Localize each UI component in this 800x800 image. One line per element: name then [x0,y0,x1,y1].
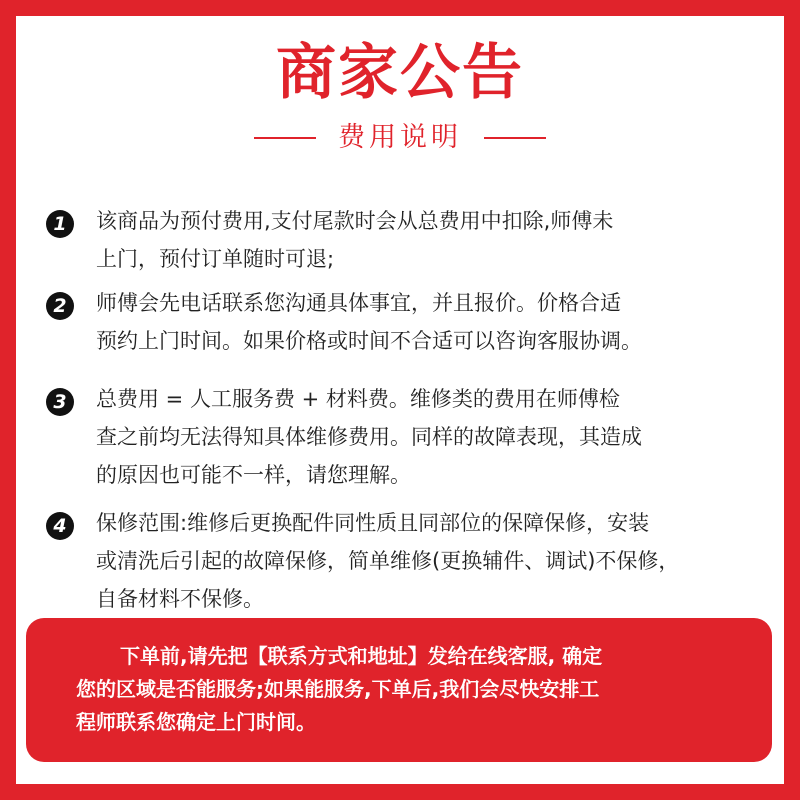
item-4-line-1: 保修范围:维修后更换配件同性质且同部位的保障保修，安装 [96,511,650,535]
subtitle-row [16,120,784,156]
item-4-line-2: 或清洗后引起的故障保修，简单维修(更换辅件、调试)不保修， [96,549,680,573]
item-3-line-2: 查之前均无法得知具体维修费用。同样的故障表现，其造成 [96,425,642,449]
notice-line-3: 程师联系您确定上门时间。 [76,710,316,734]
number-4-icon: 4 [46,512,74,540]
item-3-line-3: 的原因也可能不一样，请您理解。 [96,463,411,487]
item-4-line-3: 自备材料不保修。 [96,587,264,611]
item-3-text [96,380,766,494]
notice-line-2: 您的区域是否能服务;如果能服务,下单后,我们会尽快安排工 [76,677,600,701]
subtitle: 费用说明 [338,122,462,153]
item-1-text [96,202,766,278]
number-1-icon: 1 [46,210,74,238]
subtitle-left-divider [254,137,316,139]
subtitle-right-divider [484,137,546,139]
item-2-line-1: 师傅会先电话联系您沟通具体事宜，并且报价。价格合适 [96,291,621,315]
notice-line-1: 下单前,请先把【联系方式和地址】发给在线客服, 确定 [120,644,603,668]
page-title: 商家公告 [276,38,524,108]
item-2-line-2: 预约上门时间。如果价格或时间不合适可以咨询客服协调。 [96,329,642,353]
number-2-icon: 2 [46,292,74,320]
item-4-text [96,504,766,618]
item-3-line-1: 总费用 = 人工服务费 + 材料费。维修类的费用在师傅检 [96,387,620,411]
order-notice-box [26,618,772,762]
order-notice-text [76,640,756,739]
item-2-text [96,284,766,360]
announcement-card [16,16,784,784]
item-1-line-1: 该商品为预付费用,支付尾款时会从总费用中扣除,师傅未 [96,209,614,233]
number-3-icon: 3 [46,388,74,416]
item-1-line-2: 上门，预付订单随时可退; [96,247,335,271]
